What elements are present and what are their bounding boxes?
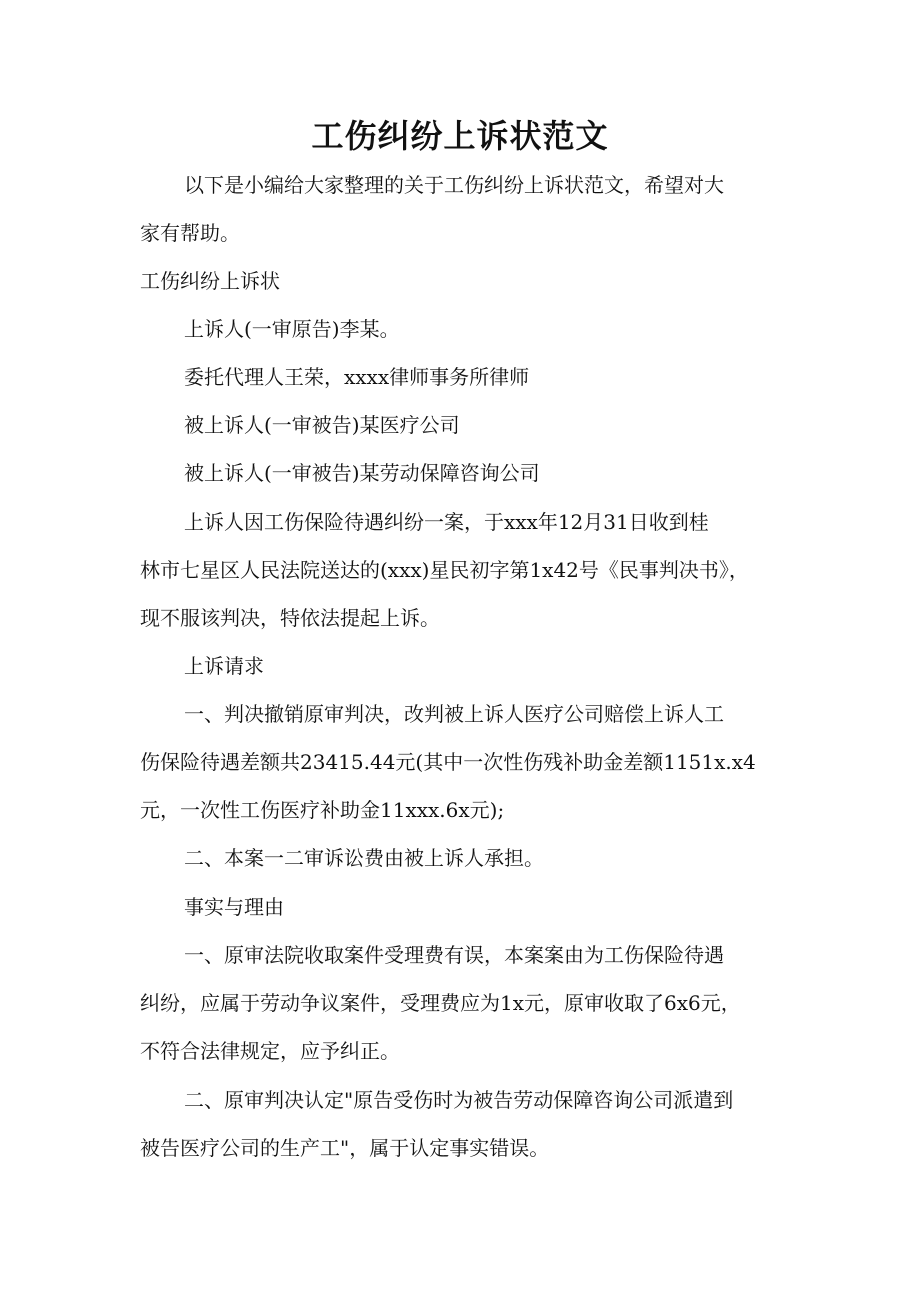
intro-line-2: 家有帮助。	[140, 221, 240, 245]
agent-line: 委托代理人王荣，xxxx律师事务所律师	[184, 365, 530, 389]
appellant-line: 上诉人(一审原告)李某。	[184, 317, 400, 341]
request-1-line-1: 一、判决撤销原审判决，改判被上诉人医疗公司赔偿上诉人工	[184, 702, 724, 726]
reason-1-line-2: 纠纷，应属于劳动争议案件，受理费应为1x元，原审收取了6x6元，	[140, 991, 741, 1015]
reason-1-line-1: 一、原审法院收取案件受理费有误，本案案由为工伤保险待遇	[184, 943, 724, 967]
case-paragraph-line-1: 上诉人因工伤保险待遇纠纷一案，于xxx年12月31日收到桂	[184, 510, 709, 534]
request-1-line-2: 伤保险待遇差额共23415.44元(其中一次性伤残补助金差额1151x.x4	[140, 750, 756, 774]
section-heading-appeal: 工伤纠纷上诉状	[140, 269, 280, 293]
request-2-line: 二、本案一二审诉讼费由被上诉人承担。	[184, 846, 544, 870]
reason-2-line-1: 二、原审判决认定"原告受伤时为被告劳动保障咨询公司派遣到	[184, 1088, 734, 1112]
case-paragraph-line-2: 林市七星区人民法院送达的(xxx)星民初字第1x42号《民事判决书》，	[140, 558, 749, 582]
intro-line-1: 以下是小编给大家整理的关于工伤纠纷上诉状范文，希望对大	[184, 173, 724, 197]
document-title: 工伤纠纷上诉状范文	[311, 117, 609, 155]
reason-2-line-2: 被告医疗公司的生产工"，属于认定事实错误。	[140, 1136, 550, 1160]
requests-heading: 上诉请求	[184, 654, 264, 678]
reason-1-line-3: 不符合法律规定，应予纠正。	[140, 1039, 400, 1063]
facts-heading: 事实与理由	[184, 895, 284, 919]
case-paragraph-line-3: 现不服该判决，特依法提起上诉。	[140, 606, 440, 630]
request-1-line-3: 元，一次性工伤医疗补助金11xxx.6x元);	[140, 798, 505, 822]
appellee-line-1: 被上诉人(一审被告)某医疗公司	[184, 413, 460, 437]
appellee-line-2: 被上诉人(一审被告)某劳动保障咨询公司	[184, 461, 540, 485]
